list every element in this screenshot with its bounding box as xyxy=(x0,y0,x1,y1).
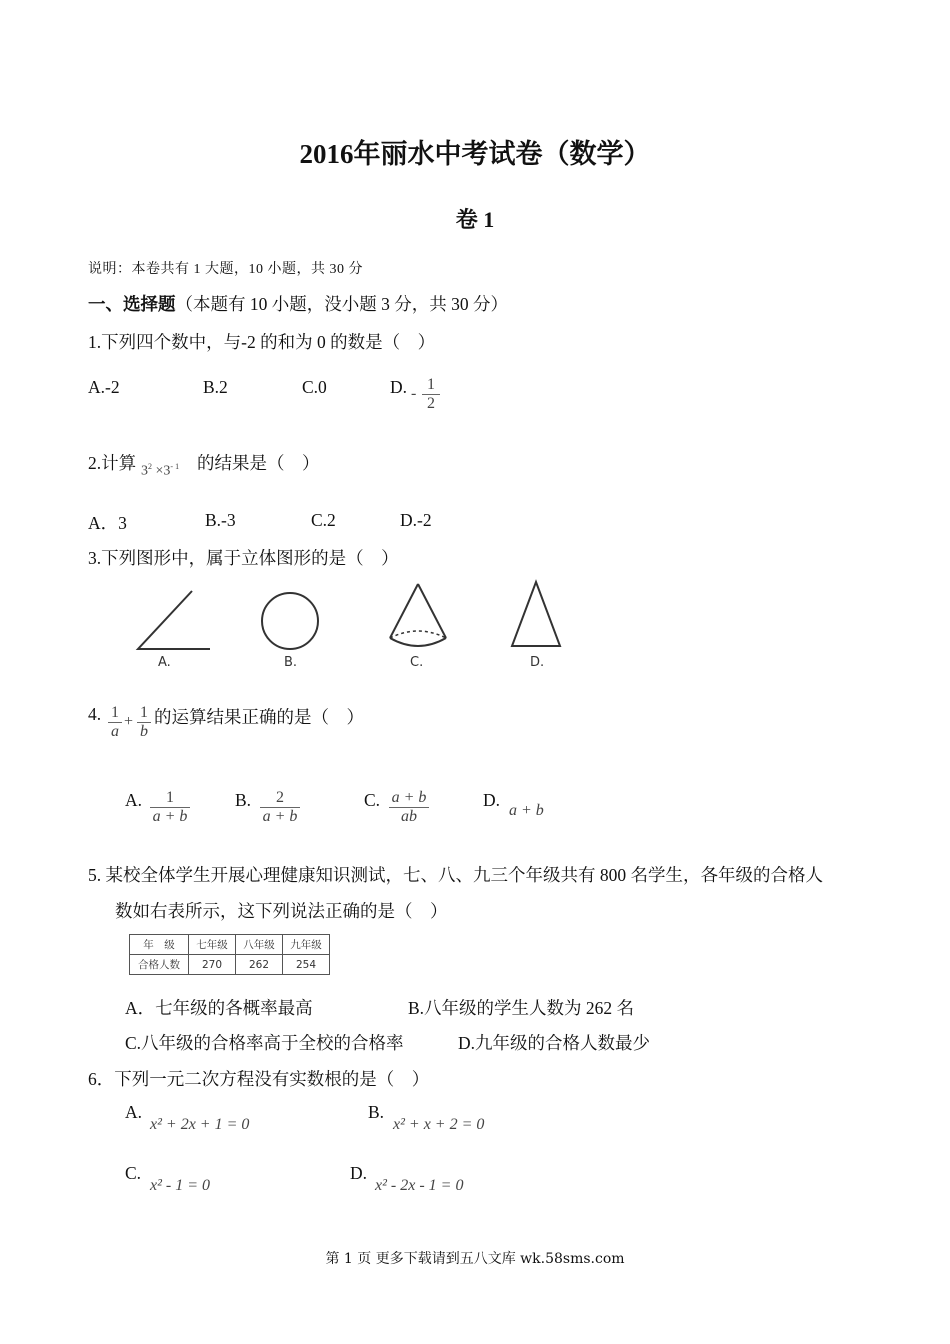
q6-option-d-label: D. xyxy=(350,1163,368,1183)
q2-option-d: D.-2 xyxy=(400,510,432,530)
q6-option-a-expr: x² + 2x + 1 = 0 xyxy=(150,1116,250,1133)
q1-option-d-sign: - xyxy=(411,385,417,402)
q4-option-c-fraction xyxy=(389,789,429,826)
question-5-stem-line-1: 5. 某校全体学生开展心理健康知识测试，七、八、九三个年级共有 800 名学生，各年级的合格人 xyxy=(88,865,823,885)
q5-option-c: C.八年级的合格率高于全校的合格率 xyxy=(125,1033,404,1053)
q6-option-d-expr: x² - 2x - 1 = 0 xyxy=(375,1177,464,1194)
question-6-stem: 6．下列一元二次方程没有实数根的是（ ） xyxy=(88,1069,430,1089)
q2-suffix: 的结果是（ ） xyxy=(197,453,320,473)
table-header-row xyxy=(130,935,330,955)
q4-plus: + xyxy=(124,713,134,730)
q4-fraction-1-over-a xyxy=(108,704,122,741)
fraction-denominator: a + b xyxy=(152,808,188,825)
q1-option-d-fraction xyxy=(422,376,440,413)
q4-option-a-fraction xyxy=(150,789,190,826)
q4-option-b-fraction xyxy=(260,789,300,826)
q6-option-c-label: C. xyxy=(125,1163,142,1183)
q3-label-d: D. xyxy=(530,655,545,670)
fraction-denominator: a xyxy=(111,723,119,740)
q5-option-a: A．七年级的各概率最高 xyxy=(125,998,313,1018)
q3-label-c: C. xyxy=(410,655,424,670)
q6-option-b-expr: x² + x + 2 = 0 xyxy=(393,1116,485,1133)
paper-section-title: 卷 1 xyxy=(455,207,495,232)
q3-label-a: A. xyxy=(158,655,171,670)
q4-option-d-expr: a + b xyxy=(509,802,544,819)
table-header-cell: 九年级 xyxy=(283,935,330,955)
fraction-numerator: 2 xyxy=(276,789,284,806)
table-cell: 合格人数 xyxy=(130,955,189,975)
fraction-numerator: 1 xyxy=(140,704,148,721)
table-cell: 262 xyxy=(236,955,283,975)
q2-base2: 3 xyxy=(163,463,171,479)
q6-option-a-label: A. xyxy=(125,1102,143,1122)
q4-fraction-1-over-b xyxy=(137,704,151,741)
question-5-stem-line-2: 数如右表所示，这下列说法正确的是（ ） xyxy=(115,901,448,921)
table-header-cell: 八年级 xyxy=(236,935,283,955)
q2-exp1: 2 xyxy=(148,462,152,471)
q2-option-a: A．3 xyxy=(88,513,127,533)
q2-prefix: 2.计算 xyxy=(88,453,137,473)
table-cell: 270 xyxy=(189,955,236,975)
fraction-numerator: 1 xyxy=(427,376,435,393)
table-row xyxy=(130,955,330,975)
q1-option-b: B.2 xyxy=(203,377,228,397)
q4-option-b-label: B. xyxy=(235,790,252,810)
q3-figure-a-angle xyxy=(130,585,215,675)
fraction-denominator: a + b xyxy=(262,808,298,825)
q2-exp2: - 1 xyxy=(170,462,180,471)
q4-option-c-label: C. xyxy=(364,790,381,810)
q1-option-a: A.-2 xyxy=(88,377,120,397)
q5-pass-count-table xyxy=(129,934,330,975)
fraction-denominator: 2 xyxy=(427,395,435,412)
q6-option-c-expr: x² - 1 = 0 xyxy=(150,1177,211,1194)
instructions-note: 说明：本卷共有 1 大题，10 小题，共 30 分 xyxy=(88,262,363,277)
q5-option-b: B.八年级的学生人数为 262 名 xyxy=(408,998,635,1018)
table-cell: 254 xyxy=(283,955,330,975)
fraction-numerator: 1 xyxy=(166,789,174,806)
q5-option-d: D.九年级的合格人数最少 xyxy=(458,1033,651,1053)
q2-option-b: B.-3 xyxy=(205,510,236,530)
fraction-denominator: ab xyxy=(401,808,417,825)
section-heading-line xyxy=(88,291,508,316)
q1-option-c: C.0 xyxy=(302,377,327,397)
table-header-cell: 七年级 xyxy=(189,935,236,955)
q3-label-b: B. xyxy=(284,655,298,670)
page-title: 2016年丽水中考试卷（数学） xyxy=(299,139,651,169)
q2-expression xyxy=(141,462,179,480)
question-3-stem: 3.下列图形中，属于立体图形的是（ ） xyxy=(88,548,399,568)
q4-suffix: 的运算结果正确的是（ ） xyxy=(154,707,364,727)
question-1-stem: 1.下列四个数中，与-2 的和为 0 的数是（ ） xyxy=(88,332,436,352)
fraction-numerator: 1 xyxy=(111,704,119,721)
q4-option-a-label: A. xyxy=(125,790,143,810)
fraction-denominator: b xyxy=(140,723,148,740)
q4-prefix: 4. xyxy=(88,704,102,724)
page-footer: 第 1 页 更多下载请到五八文库 wk.58sms.com xyxy=(325,1251,625,1267)
q4-option-d-label: D. xyxy=(483,790,501,810)
q1-option-d: D. xyxy=(390,377,408,397)
section-heading: 一、选择题 xyxy=(88,294,176,314)
table-header-cell: 年 级 xyxy=(130,935,189,955)
fraction-numerator: a + b xyxy=(391,789,427,806)
section-detail: （本题有 10 小题，没小题 3 分，共 30 分） xyxy=(175,294,508,314)
q6-option-b-label: B. xyxy=(368,1102,385,1122)
q2-times: × xyxy=(155,463,164,479)
q2-option-c: C.2 xyxy=(311,510,336,530)
q2-base1: 3 xyxy=(141,463,148,479)
